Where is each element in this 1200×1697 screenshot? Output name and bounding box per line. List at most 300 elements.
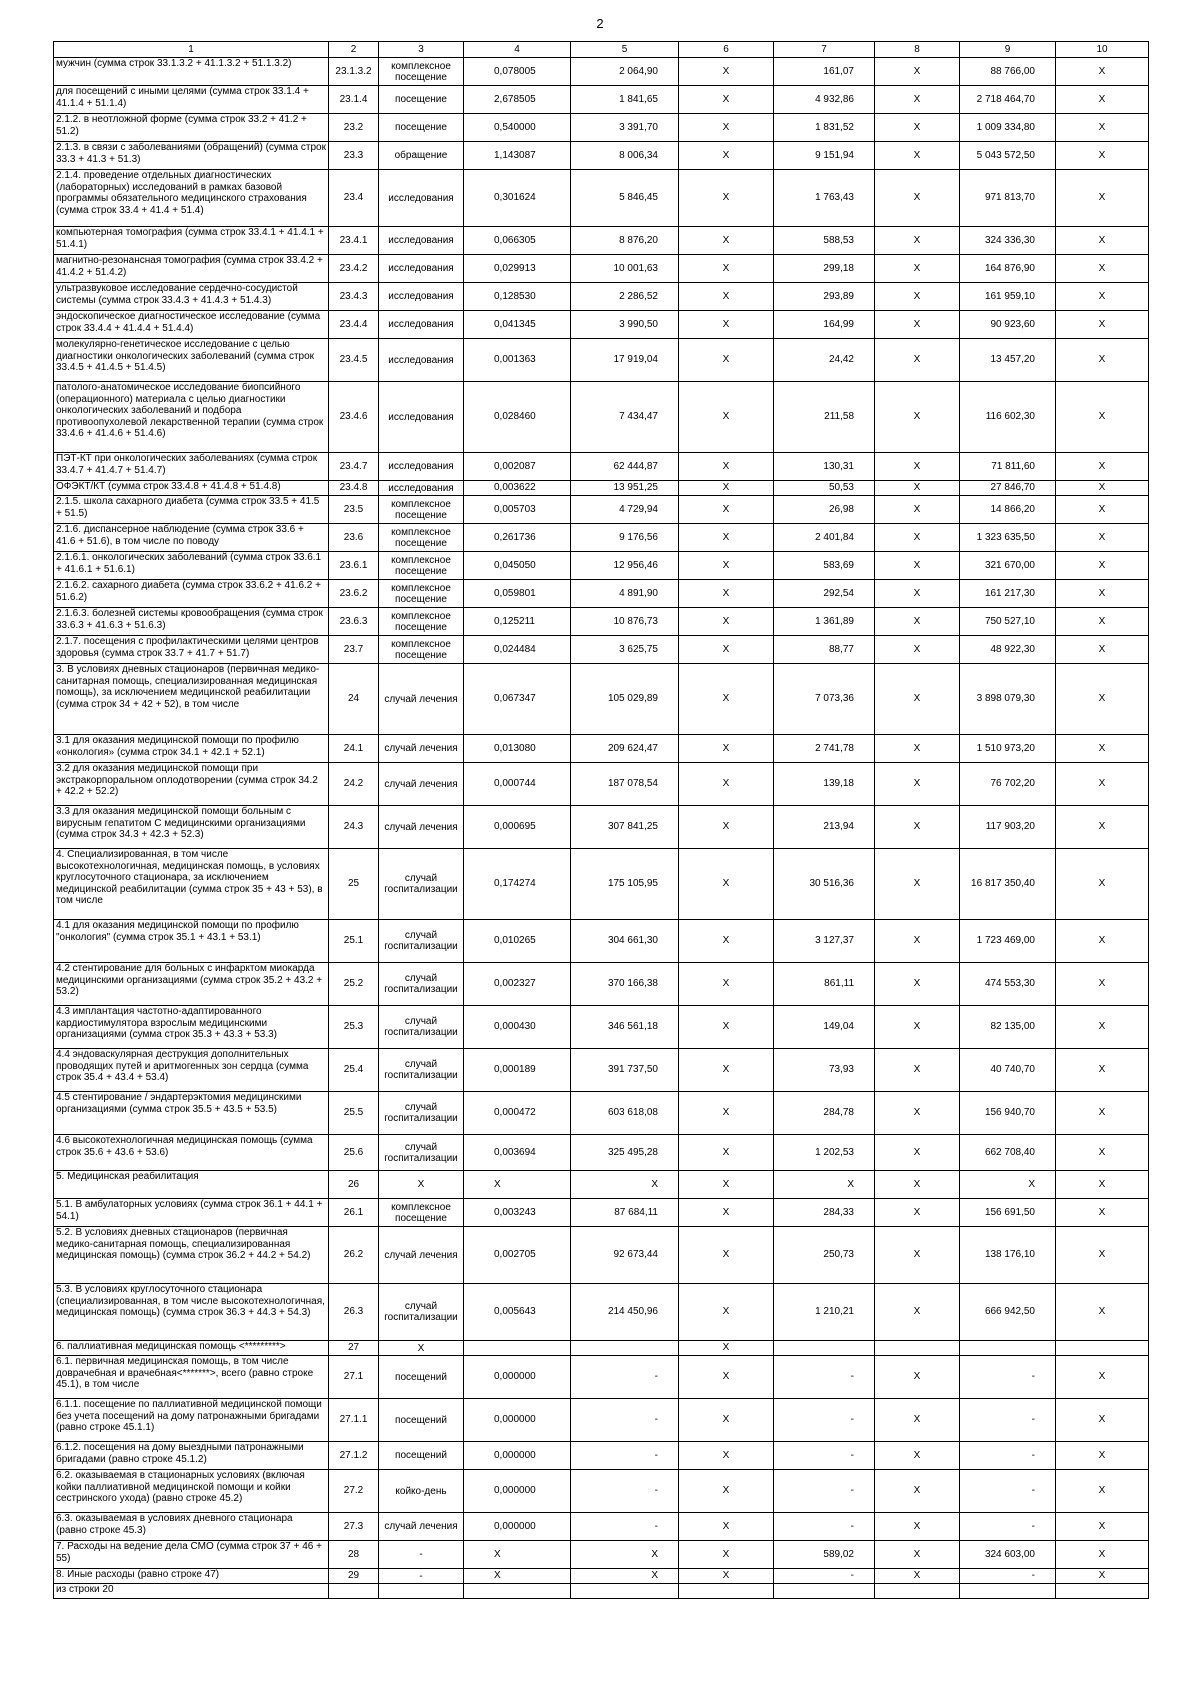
row-label: 3. В условиях дневных стационаров (первичная медико-санитарная помощь, специализированная медицинская помощь), за исключением медицинской реабилитации (сумма строк 34 + 42 + 52), в том числе (54, 664, 329, 735)
value-cell: 116 602,30 (960, 382, 1056, 453)
value-cell: 1 763,43 (774, 170, 875, 227)
value-cell: 0,000000 (464, 1513, 571, 1541)
value-cell: X (1056, 1227, 1149, 1284)
value-cell: 0,000000 (464, 1442, 571, 1470)
value-cell: X (464, 1541, 571, 1569)
unit-cell: исследования (379, 255, 464, 283)
table-row (54, 806, 1149, 849)
row-label: магнитно-резонансная томография (сумма строк 33.4.2 + 41.4.2 + 51.4.2) (54, 255, 329, 283)
value-cell: 175 105,95 (571, 849, 679, 920)
unit-cell: исследования (379, 283, 464, 311)
value-cell: 1 361,89 (774, 608, 875, 636)
value-cell: X (679, 1541, 774, 1569)
value-cell (1056, 1341, 1149, 1356)
value-cell: X (1056, 1541, 1149, 1569)
value-cell: X (679, 1284, 774, 1341)
row-code: 25.4 (329, 1049, 379, 1092)
value-cell: 346 561,18 (571, 1006, 679, 1049)
table-row (54, 170, 1149, 227)
value-cell: X (875, 1569, 960, 1584)
value-cell: X (875, 1092, 960, 1135)
value-cell: 82 135,00 (960, 1006, 1056, 1049)
value-cell: X (875, 963, 960, 1006)
value-cell: X (679, 227, 774, 255)
row-code: 26.3 (329, 1284, 379, 1341)
row-code: 27.3 (329, 1513, 379, 1541)
value-cell: 293,89 (774, 283, 875, 311)
row-code: 23.2 (329, 114, 379, 142)
unit-cell: случай лечения (379, 1227, 464, 1284)
value-cell (774, 1341, 875, 1356)
value-cell: 2 286,52 (571, 283, 679, 311)
value-cell: 861,11 (774, 963, 875, 1006)
row-label: 8. Иные расходы (равно строке 47) (54, 1569, 329, 1584)
value-cell: X (875, 524, 960, 552)
unit-cell: комплексное посещение (379, 608, 464, 636)
value-cell: 149,04 (774, 1006, 875, 1049)
column-header: 8 (875, 42, 960, 58)
unit-cell: случай лечения (379, 806, 464, 849)
table-row (54, 1541, 1149, 1569)
row-label: ОФЭКТ/КТ (сумма строк 33.4.8 + 41.4.8 + 51.4.8) (54, 481, 329, 496)
value-cell: X (875, 1356, 960, 1399)
value-cell: X (1056, 1399, 1149, 1442)
value-cell: X (875, 735, 960, 763)
unit-cell: комплексное посещение (379, 524, 464, 552)
row-code: 27.1.2 (329, 1442, 379, 1470)
value-cell: 10 876,73 (571, 608, 679, 636)
value-cell: X (679, 920, 774, 963)
value-cell: X (875, 142, 960, 170)
value-cell: 7 073,36 (774, 664, 875, 735)
value-cell: X (875, 227, 960, 255)
value-cell: X (1056, 849, 1149, 920)
unit-cell: посещений (379, 1399, 464, 1442)
row-code: 26.1 (329, 1199, 379, 1227)
row-label: 4.1 для оказания медицинской помощи по профилю "онкология" (сумма строк 35.1 + 43.1 + 53.1) (54, 920, 329, 963)
value-cell: 321 670,00 (960, 552, 1056, 580)
row-label: 4.5 стентирование / эндартерэктомия медицинскими организациями (сумма строк 35.5 + 43.5 + 53.5) (54, 1092, 329, 1135)
row-code: 23.6 (329, 524, 379, 552)
data-table (53, 41, 1149, 1599)
value-cell: 10 001,63 (571, 255, 679, 283)
value-cell (464, 1584, 571, 1599)
row-label: для посещений с иными целями (сумма строк 33.1.4 + 41.1.4 + 51.1.4) (54, 86, 329, 114)
row-label: 5.3. В условиях круглосуточного стационара (специализированная, в том числе высокотехнологичная, медицинская помощь) (сумма строк 36.3 + 44.3 + 54.3) (54, 1284, 329, 1341)
row-code: 27.1 (329, 1356, 379, 1399)
value-cell: 284,33 (774, 1199, 875, 1227)
value-cell: X (679, 1470, 774, 1513)
value-cell: 12 956,46 (571, 552, 679, 580)
table-row (54, 963, 1149, 1006)
value-cell (875, 1584, 960, 1599)
value-cell: X (875, 552, 960, 580)
value-cell: 117 903,20 (960, 806, 1056, 849)
row-label: 2.1.6. диспансерное наблюдение (сумма строк 33.6 + 41.6 + 51.6), в том числе по поводу (54, 524, 329, 552)
value-cell: 4 891,90 (571, 580, 679, 608)
value-cell: 138 176,10 (960, 1227, 1056, 1284)
value-cell: 161 959,10 (960, 283, 1056, 311)
value-cell: X (875, 339, 960, 382)
value-cell: 0,174274 (464, 849, 571, 920)
value-cell: - (960, 1399, 1056, 1442)
value-cell: X (679, 170, 774, 227)
value-cell: 0,003243 (464, 1199, 571, 1227)
value-cell: X (1056, 806, 1149, 849)
value-cell: 0,001363 (464, 339, 571, 382)
value-cell: 2 401,84 (774, 524, 875, 552)
table-row (54, 1513, 1149, 1541)
value-cell (960, 1341, 1056, 1356)
value-cell: 474 553,30 (960, 963, 1056, 1006)
row-label: 6.3. оказываемая в условиях дневного стационара (равно строке 45.3) (54, 1513, 329, 1541)
value-cell: X (1056, 58, 1149, 86)
value-cell: 76 702,20 (960, 763, 1056, 806)
table-row (54, 1171, 1149, 1199)
value-cell: - (960, 1513, 1056, 1541)
value-cell: X (1056, 1135, 1149, 1171)
table-row (54, 1341, 1149, 1356)
value-cell: 30 516,36 (774, 849, 875, 920)
table-row (54, 311, 1149, 339)
value-cell: X (1056, 1284, 1149, 1341)
value-cell: 8 006,34 (571, 142, 679, 170)
unit-cell: - (379, 1541, 464, 1569)
value-cell: X (679, 481, 774, 496)
value-cell: X (1056, 114, 1149, 142)
row-label: 2.1.3. в связи с заболеваниями (обращений) (сумма строк 33.3 + 41.3 + 51.3) (54, 142, 329, 170)
row-code: 25.3 (329, 1006, 379, 1049)
row-code: 23.1.3.2 (329, 58, 379, 86)
value-cell: 1 202,53 (774, 1135, 875, 1171)
value-cell: 0,067347 (464, 664, 571, 735)
table-row (54, 1135, 1149, 1171)
value-cell: 2 064,90 (571, 58, 679, 86)
value-cell: X (875, 283, 960, 311)
value-cell: X (1056, 142, 1149, 170)
table-row (54, 481, 1149, 496)
value-cell: X (679, 763, 774, 806)
table-row (54, 920, 1149, 963)
value-cell: 588,53 (774, 227, 875, 255)
unit-cell: посещений (379, 1442, 464, 1470)
value-cell: X (679, 114, 774, 142)
unit-cell: случай лечения (379, 735, 464, 763)
row-label: 2.1.2. в неотложной форме (сумма строк 33.2 + 41.2 + 51.2) (54, 114, 329, 142)
value-cell: X (1056, 963, 1149, 1006)
value-cell: 3 625,75 (571, 636, 679, 664)
row-label: 4.2 стентирование для больных с инфарктом миокарда медицинскими организациями (сумма строк 35.2 + 43.2 + 53.2) (54, 963, 329, 1006)
table-row (54, 524, 1149, 552)
value-cell: X (679, 496, 774, 524)
value-cell: X (1056, 170, 1149, 227)
value-cell: 4 729,94 (571, 496, 679, 524)
unit-cell: случай госпитализации (379, 1092, 464, 1135)
row-label: 3.2 для оказания медицинской помощи при экстракорпоральном оплодотворении (сумма строк 34.2 + 42.2 + 52.2) (54, 763, 329, 806)
value-cell: X (875, 1006, 960, 1049)
value-cell: X (1056, 1356, 1149, 1399)
unit-cell: случай госпитализации (379, 920, 464, 963)
row-label: эндоскопическое диагностическое исследование (сумма строк 33.4.4 + 41.4.4 + 51.4.4) (54, 311, 329, 339)
unit-cell: случай госпитализации (379, 1049, 464, 1092)
value-cell: X (679, 608, 774, 636)
value-cell: - (774, 1470, 875, 1513)
value-cell: X (1056, 1442, 1149, 1470)
value-cell: X (679, 283, 774, 311)
table-row (54, 1470, 1149, 1513)
value-cell: X (875, 496, 960, 524)
table-row (54, 1199, 1149, 1227)
value-cell: 3 898 079,30 (960, 664, 1056, 735)
value-cell: X (679, 1171, 774, 1199)
value-cell: - (960, 1569, 1056, 1584)
value-cell: 5 043 572,50 (960, 142, 1056, 170)
row-code: 27 (329, 1341, 379, 1356)
value-cell: X (1056, 580, 1149, 608)
row-code: 23.4.3 (329, 283, 379, 311)
row-label: мужчин (сумма строк 33.1.3.2 + 41.1.3.2 + 51.1.3.2) (54, 58, 329, 86)
unit-cell: случай госпитализации (379, 849, 464, 920)
table-row (54, 849, 1149, 920)
table-row (54, 636, 1149, 664)
value-cell: X (679, 255, 774, 283)
value-cell: X (679, 1569, 774, 1584)
table-row (54, 339, 1149, 382)
row-code: 27.1.1 (329, 1399, 379, 1442)
table-row (54, 1092, 1149, 1135)
table-row (54, 580, 1149, 608)
unit-cell: случай госпитализации (379, 1284, 464, 1341)
value-cell: 299,18 (774, 255, 875, 283)
unit-cell: X (379, 1171, 464, 1199)
row-code: 27.2 (329, 1470, 379, 1513)
unit-cell: случай лечения (379, 664, 464, 735)
table-row (54, 114, 1149, 142)
value-cell: - (960, 1470, 1056, 1513)
value-cell: 1 723 469,00 (960, 920, 1056, 963)
column-header: 6 (679, 42, 774, 58)
value-cell: X (679, 339, 774, 382)
value-cell: 307 841,25 (571, 806, 679, 849)
value-cell: 88 766,00 (960, 58, 1056, 86)
value-cell: X (875, 1171, 960, 1199)
table-row (54, 735, 1149, 763)
table-row (54, 1284, 1149, 1341)
value-cell: X (679, 1227, 774, 1284)
row-code: 25 (329, 849, 379, 920)
unit-cell: комплексное посещение (379, 496, 464, 524)
value-cell: X (679, 1513, 774, 1541)
value-cell: X (875, 1470, 960, 1513)
value-cell: X (679, 58, 774, 86)
value-cell: - (571, 1470, 679, 1513)
value-cell (679, 1584, 774, 1599)
row-code: 23.4.1 (329, 227, 379, 255)
value-cell: 0,000000 (464, 1470, 571, 1513)
value-cell: 1 009 334,80 (960, 114, 1056, 142)
row-code: 23.6.2 (329, 580, 379, 608)
value-cell: 1 323 635,50 (960, 524, 1056, 552)
value-cell: X (679, 664, 774, 735)
value-cell: X (875, 311, 960, 339)
value-cell: X (875, 1199, 960, 1227)
unit-cell (379, 1584, 464, 1599)
value-cell: 24,42 (774, 339, 875, 382)
value-cell: 0,000430 (464, 1006, 571, 1049)
row-label: 6.1.2. посещения на дому выездными патронажными бригадами (равно строке 45.1.2) (54, 1442, 329, 1470)
value-cell: 370 166,38 (571, 963, 679, 1006)
table-row (54, 1569, 1149, 1584)
value-cell: 17 919,04 (571, 339, 679, 382)
value-cell: X (679, 1341, 774, 1356)
value-cell: X (1056, 636, 1149, 664)
table-body (54, 42, 1149, 1599)
value-cell (571, 1341, 679, 1356)
row-code: 23.6.1 (329, 552, 379, 580)
value-cell: X (679, 1006, 774, 1049)
table-row (54, 1227, 1149, 1284)
unit-cell: исследования (379, 339, 464, 382)
value-cell: X (875, 1284, 960, 1341)
value-cell: 0,003694 (464, 1135, 571, 1171)
unit-cell: комплексное посещение (379, 636, 464, 664)
value-cell: 324 336,30 (960, 227, 1056, 255)
value-cell: X (679, 1049, 774, 1092)
value-cell: X (679, 1092, 774, 1135)
value-cell: 26,98 (774, 496, 875, 524)
value-cell: 3 391,70 (571, 114, 679, 142)
value-cell: 27 846,70 (960, 481, 1056, 496)
value-cell: X (1056, 496, 1149, 524)
value-cell: X (679, 636, 774, 664)
row-label: 2.1.4. проведение отдельных диагностических (лабораторных) исследований в рамках базовой программы обязательного медицинского страхования (сумма строк 33.4 + 41.4 + 51.4) (54, 170, 329, 227)
unit-cell: случай госпитализации (379, 1006, 464, 1049)
value-cell: 0,005703 (464, 496, 571, 524)
unit-cell: - (379, 1569, 464, 1584)
value-cell: X (1056, 283, 1149, 311)
value-cell: X (679, 1442, 774, 1470)
value-cell: 7 434,47 (571, 382, 679, 453)
value-cell: 0,000472 (464, 1092, 571, 1135)
value-cell: X (679, 963, 774, 1006)
row-label: 6. паллиативная медицинская помощь <*********> (54, 1341, 329, 1356)
value-cell: 3 990,50 (571, 311, 679, 339)
value-cell: 71 811,60 (960, 453, 1056, 481)
row-label: 3.1 для оказания медицинской помощи по профилю «онкология» (сумма строк 34.1 + 42.1 + 52.1) (54, 735, 329, 763)
row-label: 2.1.6.1. онкологических заболеваний (сумма строк 33.6.1 + 41.6.1 + 51.6.1) (54, 552, 329, 580)
value-cell: 971 813,70 (960, 170, 1056, 227)
value-cell: X (875, 920, 960, 963)
value-cell (464, 1341, 571, 1356)
row-label: 6.2. оказываемая в стационарных условиях (включая койки паллиативной медицинской помощи и койки сестринского ухода) (равно строке 45.2) (54, 1470, 329, 1513)
row-code: 23.4.4 (329, 311, 379, 339)
value-cell: X (1056, 735, 1149, 763)
value-cell: X (960, 1171, 1056, 1199)
unit-cell: X (379, 1341, 464, 1356)
row-label: из строки 20 (54, 1584, 329, 1599)
value-cell: 1 210,21 (774, 1284, 875, 1341)
page-number: 2 (596, 16, 604, 31)
value-cell: X (875, 849, 960, 920)
value-cell: 0,005643 (464, 1284, 571, 1341)
value-cell: 13 457,20 (960, 339, 1056, 382)
value-cell: X (875, 255, 960, 283)
value-cell: 250,73 (774, 1227, 875, 1284)
value-cell: X (1056, 1092, 1149, 1135)
value-cell: X (679, 453, 774, 481)
row-code: 24.2 (329, 763, 379, 806)
value-cell: X (1056, 920, 1149, 963)
row-code: 29 (329, 1569, 379, 1584)
value-cell: 292,54 (774, 580, 875, 608)
value-cell: 16 817 350,40 (960, 849, 1056, 920)
row-label: 2.1.6.3. болезней системы кровообращения (сумма строк 33.6.3 + 41.6.3 + 51.6.3) (54, 608, 329, 636)
row-label: ультразвуковое исследование сердечно-сосудистой системы (сумма строк 33.4.3 + 41.4.3 + 51.4.3) (54, 283, 329, 311)
row-code: 26 (329, 1171, 379, 1199)
row-code: 25.6 (329, 1135, 379, 1171)
row-code: 24.1 (329, 735, 379, 763)
value-cell: X (774, 1171, 875, 1199)
value-cell: X (679, 1135, 774, 1171)
value-cell: 1 841,65 (571, 86, 679, 114)
column-header: 7 (774, 42, 875, 58)
unit-cell: посещение (379, 86, 464, 114)
value-cell: X (1056, 1006, 1149, 1049)
value-cell: 8 876,20 (571, 227, 679, 255)
value-cell: X (679, 382, 774, 453)
value-cell: 0,128530 (464, 283, 571, 311)
value-cell: X (571, 1171, 679, 1199)
table-row (54, 1049, 1149, 1092)
value-cell: 105 029,89 (571, 664, 679, 735)
value-cell: X (875, 580, 960, 608)
value-cell: 73,93 (774, 1049, 875, 1092)
row-code: 23.4.8 (329, 481, 379, 496)
unit-cell: комплексное посещение (379, 580, 464, 608)
value-cell: 662 708,40 (960, 1135, 1056, 1171)
unit-cell: комплексное посещение (379, 1199, 464, 1227)
value-cell: X (571, 1569, 679, 1584)
value-cell: X (1056, 453, 1149, 481)
value-cell: X (875, 114, 960, 142)
table-row (54, 1584, 1149, 1599)
value-cell: 0,059801 (464, 580, 571, 608)
value-cell: 161,07 (774, 58, 875, 86)
unit-cell: исследования (379, 170, 464, 227)
value-cell: X (875, 664, 960, 735)
row-code: 24.3 (329, 806, 379, 849)
unit-cell: исследования (379, 382, 464, 453)
value-cell: X (1056, 524, 1149, 552)
row-code: 25.5 (329, 1092, 379, 1135)
value-cell: X (1056, 1171, 1149, 1199)
value-cell: X (1056, 1049, 1149, 1092)
value-cell: X (679, 580, 774, 608)
value-cell: 284,78 (774, 1092, 875, 1135)
value-cell: X (571, 1541, 679, 1569)
value-cell: - (960, 1442, 1056, 1470)
value-cell: X (1056, 763, 1149, 806)
value-cell: X (1056, 1513, 1149, 1541)
value-cell: 156 940,70 (960, 1092, 1056, 1135)
row-code: 23.4 (329, 170, 379, 227)
value-cell: 0,078005 (464, 58, 571, 86)
column-header: 5 (571, 42, 679, 58)
row-label: 7. Расходы на ведение дела СМО (сумма строк 37 + 46 + 55) (54, 1541, 329, 1569)
value-cell: 209 624,47 (571, 735, 679, 763)
value-cell: 0,000000 (464, 1356, 571, 1399)
value-cell: X (1056, 382, 1149, 453)
